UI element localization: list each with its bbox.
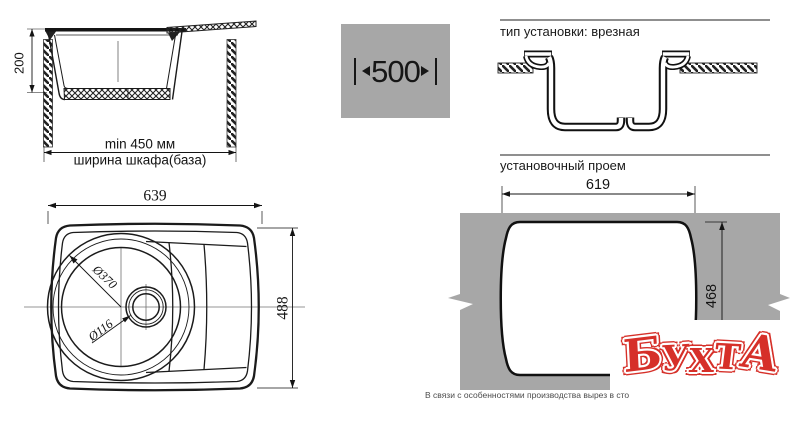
logo-letter: Х bbox=[687, 341, 716, 380]
sink-height-label: 488 bbox=[274, 296, 292, 320]
opening-height-label: 468 bbox=[704, 283, 720, 309]
logo-letter: Т bbox=[711, 336, 743, 379]
opening-width-dimension bbox=[502, 177, 695, 213]
opening-title: установочный проем bbox=[500, 158, 626, 173]
top-view-drawing bbox=[0, 180, 310, 423]
opening-width-label: 619 bbox=[585, 177, 611, 193]
cabinet-width-dimension bbox=[44, 137, 236, 168]
dimension-tick-right-icon bbox=[435, 58, 437, 85]
sink-height-dimension bbox=[257, 228, 298, 388]
bowl-diameter-label: Ø370 bbox=[89, 262, 120, 292]
brand-logo-text bbox=[614, 323, 787, 384]
dimension-tick-left-icon bbox=[354, 58, 356, 85]
dimension-arrow-right-icon bbox=[421, 66, 434, 76]
logo-letter: У bbox=[660, 337, 691, 380]
cross-section-drawing bbox=[0, 0, 310, 178]
divider-rule-middle bbox=[500, 154, 770, 156]
countertop-section-right bbox=[680, 63, 757, 73]
countertop-bar bbox=[45, 28, 186, 32]
drain-diameter-label: Ø116 bbox=[85, 316, 116, 344]
drainboard-strip bbox=[167, 21, 256, 33]
drain-diameter-dimension bbox=[85, 316, 131, 345]
sink-rim-profile bbox=[524, 54, 690, 127]
production-footnote: В связи с особенностями производства вырез в сто bbox=[425, 390, 630, 400]
rim-clip-mid bbox=[168, 32, 180, 41]
install-profile-drawing bbox=[488, 44, 770, 140]
cabinet-label: ширина шкафа(база) bbox=[73, 152, 207, 168]
logo-letter: А bbox=[735, 323, 786, 384]
depth-dimension bbox=[12, 29, 48, 93]
divider-rule-top bbox=[500, 19, 770, 21]
cabinet-size-badge bbox=[341, 24, 450, 118]
cabinet-wall-left bbox=[44, 40, 53, 148]
cabinet-wall-right bbox=[227, 40, 236, 148]
sink-width-dimension bbox=[48, 188, 262, 225]
logo-letter: Б bbox=[621, 325, 663, 384]
dimension-arrow-left-icon bbox=[357, 66, 370, 76]
min-width-label: min 450 мм bbox=[104, 136, 176, 152]
depth-label: 200 bbox=[11, 52, 27, 74]
bowl-section bbox=[48, 32, 182, 100]
sink-width-label: 639 bbox=[143, 187, 167, 205]
bowl-diameter-dimension bbox=[70, 256, 122, 308]
brand-logo bbox=[610, 320, 792, 390]
install-type-title: тип установки: врезная bbox=[500, 24, 640, 39]
cabinet-size-value: 500 bbox=[371, 53, 420, 89]
